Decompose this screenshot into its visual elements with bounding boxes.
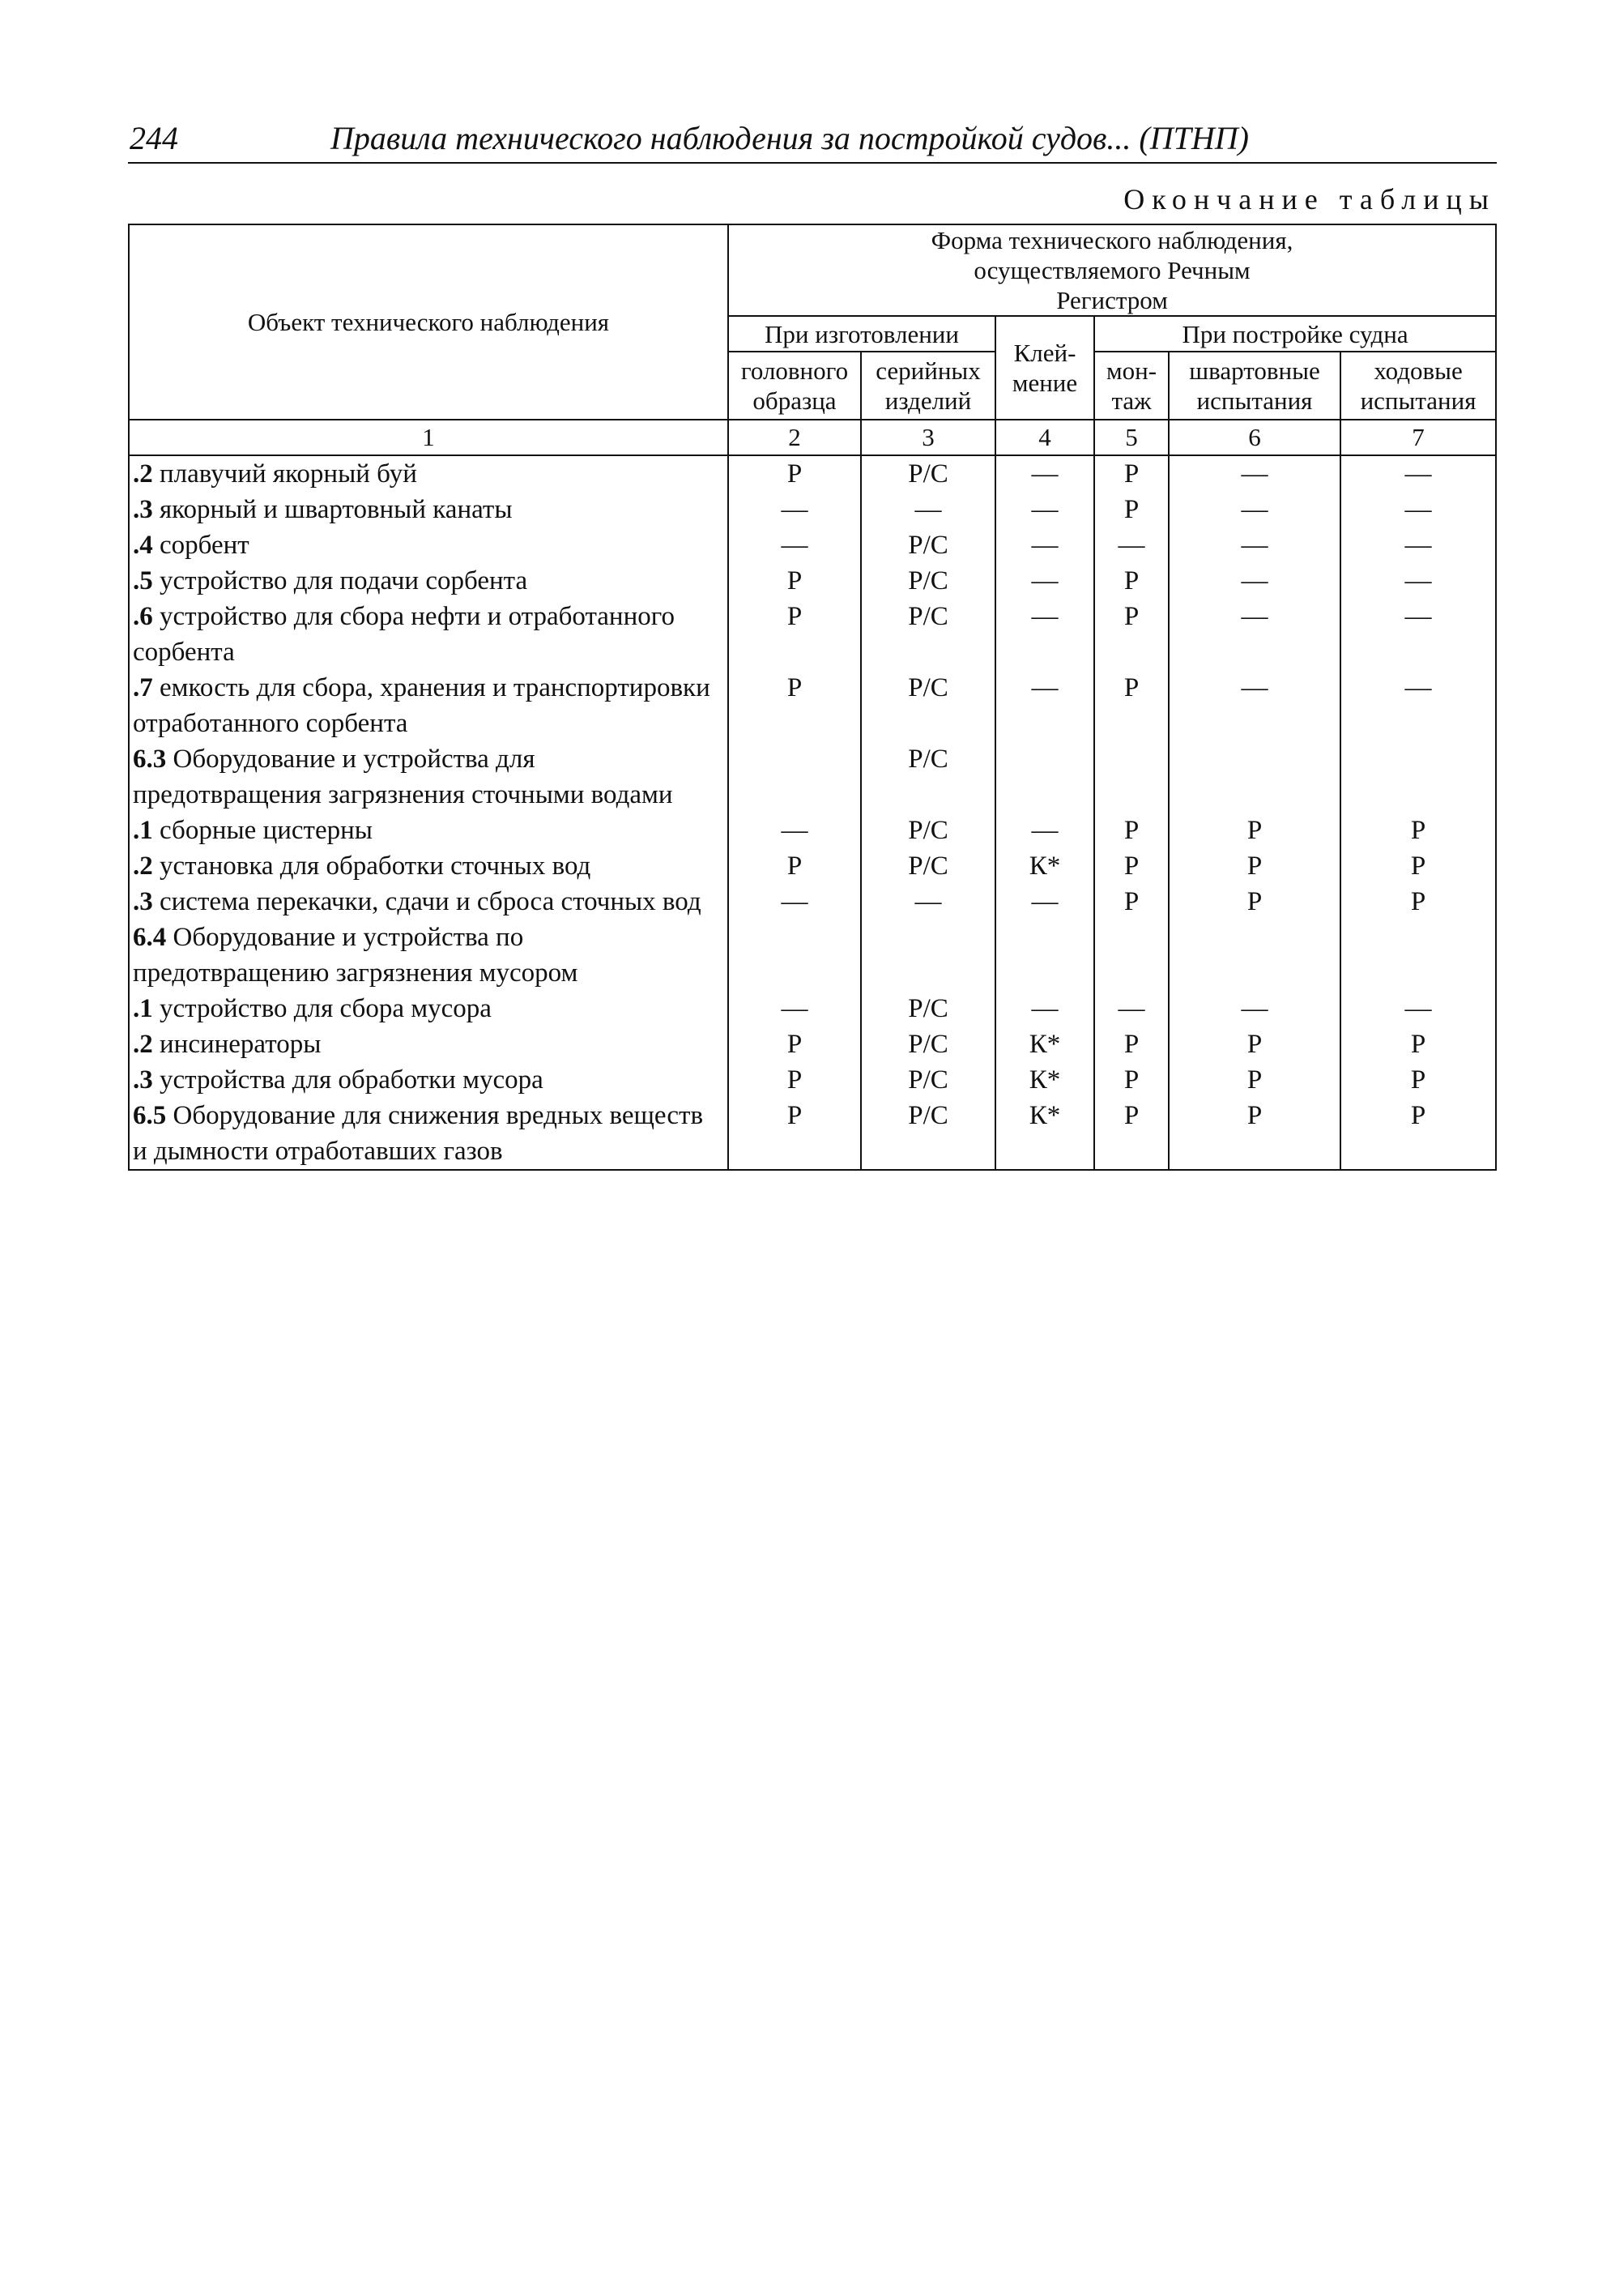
row-value-cell: Р <box>1169 1026 1340 1062</box>
row-value-cell: — <box>1340 991 1496 1026</box>
row-value-cell <box>1094 920 1169 991</box>
row-value-cell: Р <box>1340 1098 1496 1170</box>
row-item-text: инсинераторы <box>152 1030 322 1059</box>
column-number: 4 <box>995 420 1094 455</box>
row-value-cell: Р/С <box>861 741 995 813</box>
row-value-cell: Р/С <box>861 563 995 599</box>
row-value-cell: — <box>1340 492 1496 527</box>
table-row <box>129 920 1496 991</box>
row-value-cell: Р <box>1169 848 1340 884</box>
row-value-cell: — <box>1169 563 1340 599</box>
row-item-number: .4 <box>133 531 153 560</box>
row-item-text: сборные цистерны <box>152 816 373 845</box>
row-object-cell <box>129 455 728 492</box>
row-value-cell: Р/С <box>861 991 995 1026</box>
row-item-text: емкость для сбора, хранения и транспортировки отработанного сорбента <box>133 673 710 738</box>
row-value-cell: К* <box>995 1026 1094 1062</box>
row-item-number: 6.4 <box>133 923 167 952</box>
row-value-cell: — <box>1169 455 1340 492</box>
row-object-cell <box>129 527 728 563</box>
row-object-cell <box>129 1098 728 1170</box>
row-value-cell: Р <box>1094 884 1169 920</box>
row-value-cell: — <box>728 813 861 848</box>
row-value-cell <box>1169 741 1340 813</box>
row-item-number: 6.3 <box>133 745 167 774</box>
row-value-cell: Р <box>728 563 861 599</box>
row-value-cell: К* <box>995 1098 1094 1170</box>
row-object-cell <box>129 599 728 670</box>
row-item-number: .7 <box>133 673 153 702</box>
row-value-cell <box>1094 741 1169 813</box>
row-item-text: установка для обработки сточных вод <box>152 851 591 881</box>
row-object-cell <box>129 563 728 599</box>
row-value-cell: Р <box>1340 813 1496 848</box>
table-row <box>129 563 1496 599</box>
column-number: 6 <box>1169 420 1340 455</box>
row-value-cell: Р <box>1169 884 1340 920</box>
row-value-cell: — <box>995 813 1094 848</box>
row-object-cell <box>129 884 728 920</box>
header-construction: При постройке судна <box>1094 316 1496 352</box>
row-item-number: .2 <box>133 459 153 489</box>
row-value-cell: — <box>728 991 861 1026</box>
row-value-cell: Р/С <box>861 848 995 884</box>
row-value-cell: Р <box>728 670 861 741</box>
row-item-text: устройства для обработки мусора <box>152 1065 543 1095</box>
row-item-text: устройство для сбора мусора <box>152 994 492 1023</box>
row-value-cell: — <box>1340 670 1496 741</box>
row-value-cell: Р <box>728 455 861 492</box>
row-value-cell: Р/С <box>861 599 995 670</box>
row-item-number: .5 <box>133 566 153 595</box>
table-row <box>129 670 1496 741</box>
column-number: 5 <box>1094 420 1169 455</box>
row-value-cell: Р <box>1094 1098 1169 1170</box>
row-item-number: .2 <box>133 1030 153 1059</box>
row-value-cell: Р <box>1340 1026 1496 1062</box>
row-object-cell <box>129 848 728 884</box>
row-value-cell: — <box>728 492 861 527</box>
header-object: Объект технического наблюдения <box>129 224 728 420</box>
row-item-text: Оборудование для снижения вредных веществ и дымности отработавших газов <box>133 1101 704 1166</box>
row-object-cell <box>129 813 728 848</box>
row-value-cell: Р/С <box>861 455 995 492</box>
row-value-cell: — <box>1340 527 1496 563</box>
header-manufacturing: При изготовлении <box>728 316 995 352</box>
row-value-cell: — <box>1169 527 1340 563</box>
row-value-cell: — <box>995 670 1094 741</box>
row-value-cell: — <box>1340 455 1496 492</box>
row-value-cell: Р/С <box>861 1098 995 1170</box>
table-row <box>129 848 1496 884</box>
row-value-cell: Р <box>728 1062 861 1098</box>
row-value-cell: Р <box>1094 848 1169 884</box>
row-item-number: .3 <box>133 887 153 916</box>
row-value-cell: — <box>995 527 1094 563</box>
row-value-cell: — <box>1169 599 1340 670</box>
row-value-cell: Р <box>1094 670 1169 741</box>
table-continuation-label: Окончание таблицы <box>1123 183 1496 216</box>
row-value-cell: Р <box>1169 1062 1340 1098</box>
row-value-cell <box>1340 920 1496 991</box>
row-item-text: плавучий якорный буй <box>152 459 417 489</box>
header-serial: серийных изделий <box>861 352 995 420</box>
header-sea-trials: ходовые испытания <box>1340 352 1496 420</box>
row-item-text: система перекачки, сдачи и сброса сточных вод <box>152 887 701 916</box>
running-head <box>128 115 1497 164</box>
table-row <box>129 741 1496 813</box>
row-value-cell: Р <box>1094 599 1169 670</box>
row-item-number: .3 <box>133 1065 153 1095</box>
table-body <box>129 455 1496 1170</box>
row-value-cell: Р <box>1094 563 1169 599</box>
row-value-cell: — <box>1169 991 1340 1026</box>
column-number: 1 <box>129 420 728 455</box>
row-value-cell: — <box>995 492 1094 527</box>
row-item-text: устройство для сбора нефти и отработанного сорбента <box>133 602 675 667</box>
column-number-row <box>129 420 1496 455</box>
row-item-number: .6 <box>133 602 153 631</box>
row-value-cell <box>995 741 1094 813</box>
table-row <box>129 527 1496 563</box>
row-value-cell: Р <box>1340 848 1496 884</box>
row-item-text: сорбент <box>152 531 249 560</box>
table-row <box>129 991 1496 1026</box>
row-value-cell: Р <box>1094 492 1169 527</box>
observation-table <box>128 224 1497 1171</box>
row-value-cell: — <box>995 599 1094 670</box>
row-object-cell <box>129 670 728 741</box>
row-value-cell: Р <box>1340 1062 1496 1098</box>
row-value-cell: — <box>728 527 861 563</box>
header-observation-form: Форма технического наблюдения, осуществляемого Речным Регистром <box>728 224 1496 316</box>
row-item-number: .1 <box>133 816 153 845</box>
row-value-cell: — <box>995 884 1094 920</box>
row-value-cell: Р/С <box>861 1026 995 1062</box>
row-value-cell: Р <box>1094 1062 1169 1098</box>
row-value-cell <box>861 920 995 991</box>
row-value-cell: — <box>728 884 861 920</box>
row-value-cell: — <box>1169 670 1340 741</box>
row-value-cell <box>1340 741 1496 813</box>
row-value-cell: — <box>995 563 1094 599</box>
row-item-number: .3 <box>133 495 153 524</box>
row-value-cell: Р <box>728 599 861 670</box>
header-mooring-tests: швартовные испытания <box>1169 352 1340 420</box>
row-value-cell: Р <box>1094 813 1169 848</box>
row-value-cell: — <box>1094 527 1169 563</box>
row-value-cell: — <box>1094 991 1169 1026</box>
column-number: 7 <box>1340 420 1496 455</box>
row-value-cell: — <box>1169 492 1340 527</box>
row-value-cell: К* <box>995 848 1094 884</box>
row-value-cell: Р <box>728 848 861 884</box>
row-value-cell: Р <box>1094 1026 1169 1062</box>
row-object-cell <box>129 991 728 1026</box>
row-value-cell: Р/С <box>861 1062 995 1098</box>
table-row <box>129 455 1496 492</box>
row-value-cell: Р/С <box>861 813 995 848</box>
row-value-cell: Р <box>1169 813 1340 848</box>
row-item-number: .1 <box>133 994 153 1023</box>
header-prototype: головного образца <box>728 352 861 420</box>
row-value-cell: — <box>995 991 1094 1026</box>
row-object-cell <box>129 741 728 813</box>
page-number: 244 <box>130 120 178 156</box>
row-value-cell: — <box>861 492 995 527</box>
row-value-cell <box>728 920 861 991</box>
row-value-cell <box>995 920 1094 991</box>
table-row <box>129 1026 1496 1062</box>
row-object-cell <box>129 920 728 991</box>
book-title: Правила технического наблюдения за постройкой судов... (ПТНП) <box>330 120 1249 156</box>
row-value-cell: Р <box>1169 1098 1340 1170</box>
header-branding: Клей-мение <box>995 316 1094 420</box>
table-row <box>129 599 1496 670</box>
row-value-cell: Р <box>728 1026 861 1062</box>
row-value-cell <box>1169 920 1340 991</box>
row-value-cell: — <box>1340 599 1496 670</box>
table-row <box>129 813 1496 848</box>
column-number: 2 <box>728 420 861 455</box>
row-value-cell: Р <box>1340 884 1496 920</box>
table-row <box>129 1062 1496 1098</box>
row-object-cell <box>129 492 728 527</box>
row-value-cell: Р/С <box>861 670 995 741</box>
row-value-cell: Р <box>728 1098 861 1170</box>
row-item-text: устройство для подачи сорбента <box>152 566 528 595</box>
row-item-number: .2 <box>133 851 153 881</box>
row-value-cell: — <box>995 455 1094 492</box>
row-value-cell: — <box>1340 563 1496 599</box>
row-item-text: якорный и швартовный канаты <box>152 495 513 524</box>
table-row <box>129 884 1496 920</box>
table-row <box>129 1098 1496 1170</box>
row-object-cell <box>129 1062 728 1098</box>
row-object-cell <box>129 1026 728 1062</box>
row-value-cell: — <box>861 884 995 920</box>
row-value-cell: К* <box>995 1062 1094 1098</box>
row-value-cell: Р/С <box>861 527 995 563</box>
row-value-cell <box>728 741 861 813</box>
table-row <box>129 492 1496 527</box>
row-value-cell: Р <box>1094 455 1169 492</box>
row-item-number: 6.5 <box>133 1101 167 1130</box>
column-number: 3 <box>861 420 995 455</box>
row-item-text: Оборудование и устройства по предотвращению загрязнения мусором <box>133 923 578 988</box>
header-mounting: мон-таж <box>1094 352 1169 420</box>
row-item-text: Оборудование и устройства для предотвращения загрязнения сточными водами <box>133 745 673 809</box>
